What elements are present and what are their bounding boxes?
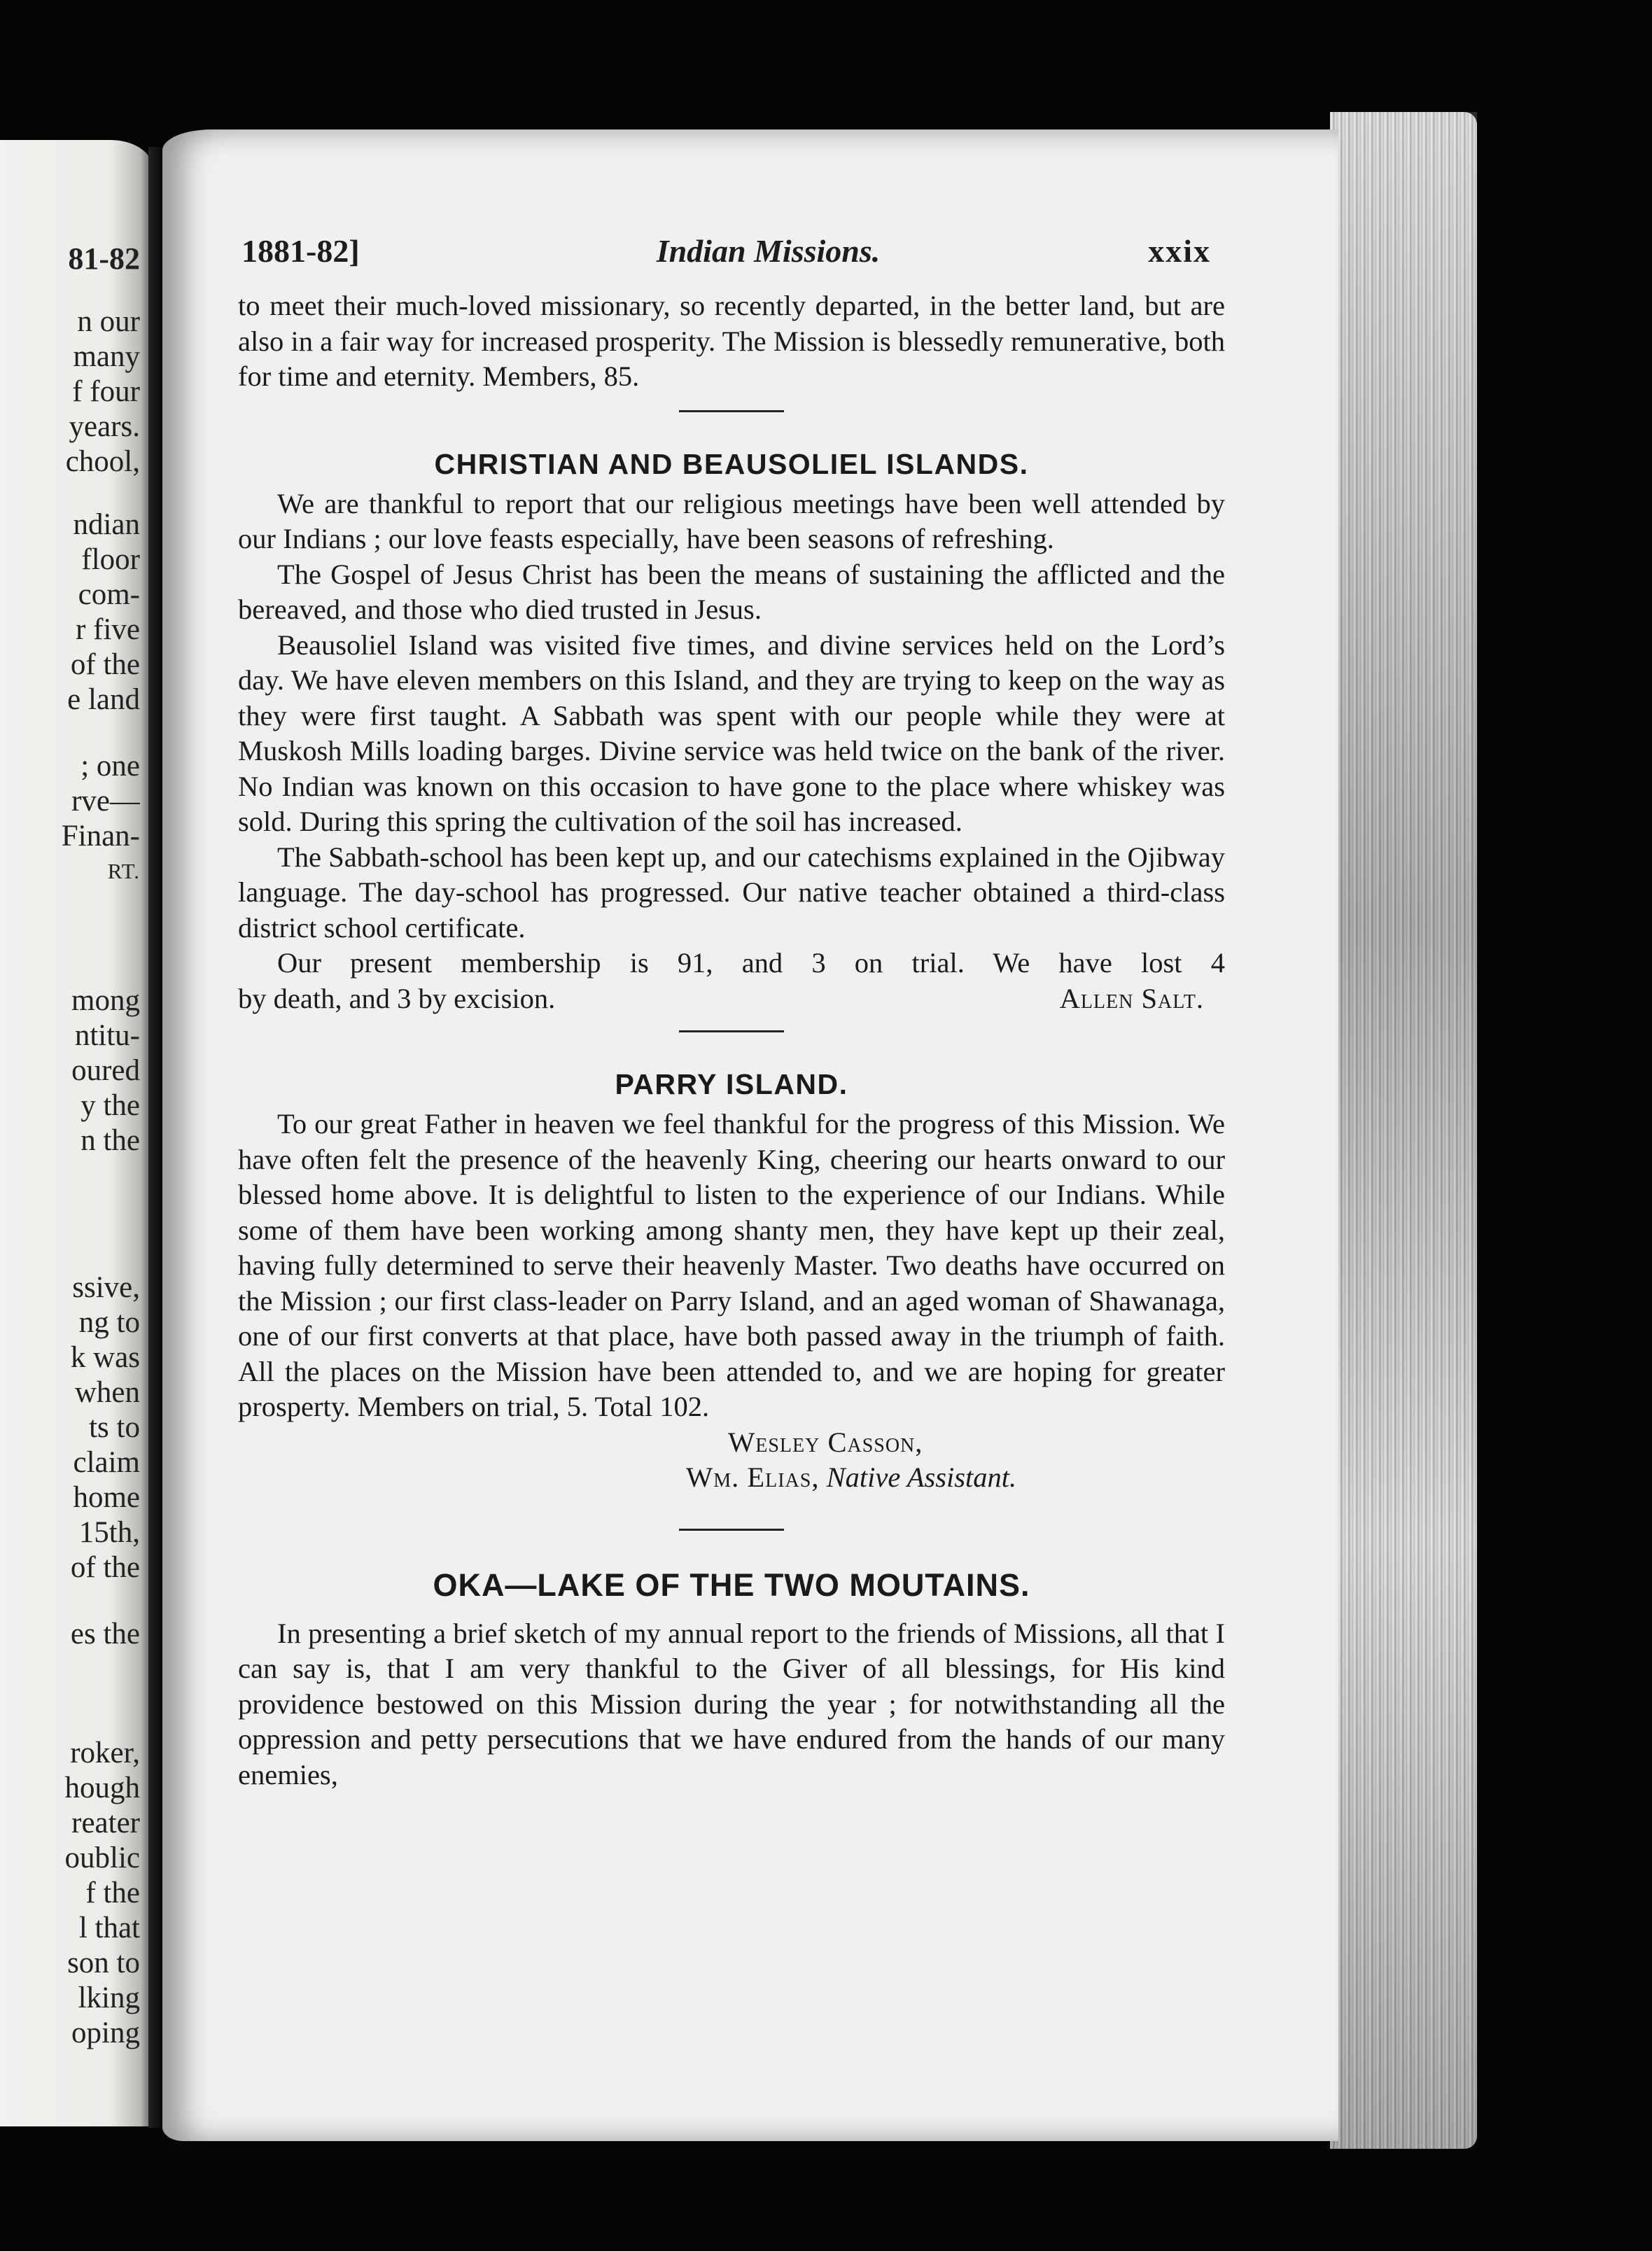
left-page-text-fragment: ; one xyxy=(80,750,140,783)
section-christian-beausoliel xyxy=(238,446,1225,1017)
left-page-text-fragment: years. xyxy=(69,410,140,443)
paragraph: Our present membership is 91, and 3 on trial. We have lost 4 xyxy=(277,947,1225,979)
left-page-text-fragment: f the xyxy=(85,1877,140,1909)
paragraph: The Sabbath-school has been kept up, and our catechisms explained in the Ojibway language. The day-school has progressed. Our native teacher obtained a third-class district school certificate. xyxy=(238,841,1225,944)
left-page-text-fragment: oured xyxy=(71,1054,140,1087)
running-head xyxy=(241,232,1211,281)
left-page-text-fragment: ndian xyxy=(73,508,140,541)
left-page-text-fragment: son to xyxy=(67,1947,140,1979)
left-page-text-fragment: 81-82 xyxy=(68,241,140,276)
section-parry-island xyxy=(238,1066,1225,1495)
header-years: 1881-82] xyxy=(241,233,360,269)
paragraph: In presenting a brief sketch of my annual report to the friends of Missions, all that I can say is, that I am very thankful to the Giver of all blessings, for His kind providence bestowed on this Mission during the year ; for notwithstanding all the oppression and petty persecutions that we have endured from the hands of our many enemies, xyxy=(238,1617,1225,1790)
signature-role: Native Assistant. xyxy=(826,1461,1017,1493)
section-oka xyxy=(238,1567,1225,1793)
continuation-paragraph: to meet their much-loved missionary, so recently departed, in the better land, but are also in a fair way for increased prosperity. The Mission is blessedly remunerative, both for time and eternity. Members, 85. xyxy=(238,290,1225,392)
signature-block xyxy=(686,1425,1225,1495)
left-page-text-fragment: oping xyxy=(71,2017,140,2049)
signature: Wesley Casson, xyxy=(728,1426,923,1458)
left-page-text-fragment: of the xyxy=(70,1551,140,1584)
closing-text: by death, and 3 by excision. xyxy=(238,982,556,1014)
page-edges xyxy=(1330,112,1477,2149)
left-page-text-fragment: rve— xyxy=(71,785,140,818)
left-page-text-fragment: floor xyxy=(81,543,140,576)
paragraph: Beausoliel Island was visited five times, and divine services held on the Lord’s day. We have eleven members on this Island, and they are trying to keep on the way as they were first taught. A Sabbath was spent with our people while they were at Muskosh Mills loading barges. Divine service was held twice on the bank of the river. No Indian was known on this occasion to have gone to the place where whiskey was sold. During this spring the cultivation of the soil has increased. xyxy=(238,629,1225,837)
left-page-text-fragment: many xyxy=(73,340,140,373)
left-page-text-fragment: ntitu- xyxy=(74,1019,140,1052)
left-page-text-fragment: mong xyxy=(71,984,140,1017)
left-page-text-fragment: ts to xyxy=(89,1411,140,1444)
left-page-text-fragment: home xyxy=(73,1481,140,1514)
left-page-text-fragment: claim xyxy=(73,1446,140,1479)
left-page xyxy=(0,140,153,2126)
left-page-text-fragment: n the xyxy=(80,1124,140,1157)
left-page-text-fragment: r five xyxy=(76,613,140,646)
left-page-text-fragment: reater xyxy=(71,1807,140,1839)
left-page-text-fragment: y the xyxy=(80,1089,140,1122)
left-page-text-fragment: n our xyxy=(77,305,140,338)
closing-line xyxy=(238,981,1225,1017)
page-number: xxix xyxy=(1148,233,1211,269)
left-page-text-fragment: chool, xyxy=(65,445,140,478)
left-page-text-fragment: Finan- xyxy=(61,820,140,853)
left-page-text-fragment: lking xyxy=(78,1982,140,2014)
section-heading: CHRISTIAN AND BEAUSOLIEL ISLANDS. xyxy=(434,447,1029,480)
paragraph: We are thankful to report that our religious meetings have been well attended by our Indians ; our love feasts especially, have been seasons of refreshing. xyxy=(238,487,1225,554)
left-page-text-fragment: when xyxy=(74,1376,140,1409)
left-page-text-fragment: f four xyxy=(72,375,140,408)
left-page-text-fragment: l that xyxy=(78,1912,140,1944)
paragraph: The Gospel of Jesus Christ has been the means of sustaining the afflicted and the bereaved, and those who died trusted in Jesus. xyxy=(238,558,1225,625)
left-page-text-fragment: k was xyxy=(70,1341,140,1374)
section-heading: PARRY ISLAND. xyxy=(615,1068,848,1100)
paragraph: To our great Father in heaven we feel thankful for the progress of this Mission. We have often felt the presence of the heavenly King, cheering our hearts onward to our blessed home above. It is delightful to listen to the experience of our Indians. While some of them have been working among shanty men, they have kept up their zeal, having fully determined to serve their heavenly Master. Two deaths have occurred on the Mission ; our first class-leader on Parry Island, and an aged woman of Shawanaga, one of our first converts at that place, have both passed away in the triumph of faith. All the places on the Mission have been attended to, and we are hoping for greater prosperty. Members on trial, 5. Total 102. xyxy=(238,1108,1225,1422)
page-body xyxy=(238,288,1225,1793)
left-page-text-fragment: of the xyxy=(70,648,140,681)
left-page-text-fragment: 15th, xyxy=(78,1516,140,1549)
section-heading: OKA—LAKE OF THE TWO MOUTAINS. xyxy=(433,1566,1030,1603)
left-page-text-fragment: e land xyxy=(67,683,140,716)
left-page-text-fragment: hough xyxy=(64,1772,140,1804)
left-page-text-fragment: es the xyxy=(70,1618,140,1650)
header-title: Indian Missions. xyxy=(656,233,881,269)
section-divider xyxy=(679,410,784,412)
left-page-text-fragment: ssive, xyxy=(72,1271,140,1304)
left-page-text-fragment: ng to xyxy=(78,1306,140,1339)
signature: Wm. Elias, xyxy=(686,1461,820,1493)
left-page-text-fragment: com- xyxy=(78,578,140,611)
left-page-text-fragment: RT. xyxy=(107,859,140,883)
section-divider xyxy=(679,1030,784,1032)
left-page-text-fragment: oublic xyxy=(64,1842,140,1874)
signature: Allen Salt. xyxy=(1059,982,1204,1014)
section-divider xyxy=(679,1529,784,1531)
left-page-text-fragment: roker, xyxy=(70,1737,140,1769)
